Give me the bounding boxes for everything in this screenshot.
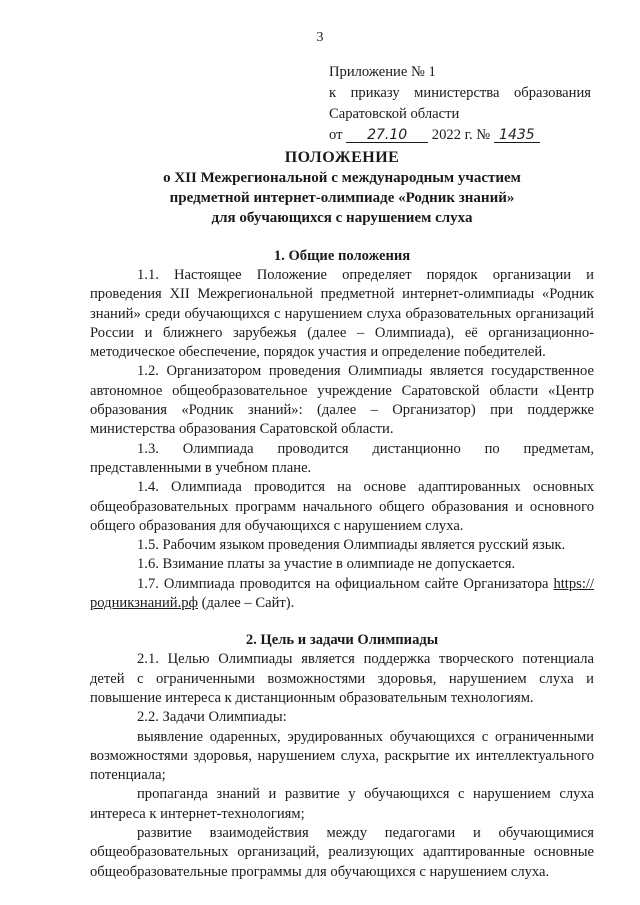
paragraph-1-4: 1.4. Олимпиада проводится на основе адаптированных основных общеобразовательных программ начального общего образования и основного общего образования для обучающихся с нарушением слуха. [90,479,594,534]
appendix-date-line [329,125,591,146]
section-2-heading: 2. Цель и задачи Олимпиады [245,632,439,649]
paragraph-2-1: 2.1. Целью Олимпиады является поддержка творческого потенциала детей с ограниченными возможностями здоровья, нарушением слуха и повышение интереса к дистанционным образовательным технологиям. [90,651,594,706]
task-item-2: пропаганда знаний и развитие у обучающихся с нарушением слуха интереса к интернет-технологиям; [90,786,594,822]
document-body [90,148,594,882]
handwritten-order-number: 1435 [494,128,540,143]
task-item-3: развитие взаимодействия между педагогами и обучающимися общеобразовательных организаций, реализующих адаптированные основные общеобразовательные программы для обучающихся с нарушением слуха. [90,825,594,880]
document-title [90,148,594,228]
title-line-1: о XII Межрегиональной с международным участием [163,170,521,186]
paragraph-1-7-text: 1.7. Олимпиада проводится на официальном сайте Организатора [137,575,549,592]
section-1-heading: 1. Общие положения [273,248,411,264]
paragraph-1-2: 1.2. Организатором проведения Олимпиады является государственное автономное общеобразовательное учреждение Саратовской области «Центр образования «Родник знаний»: (далее – Организатор) при поддержке министерства образования Саратовской области. [90,363,594,438]
appendix-region-line: Саратовской области [329,106,460,122]
appendix-order-line: к приказу министерства образования [329,85,591,101]
appendix-title: Приложение № 1 [329,64,436,80]
date-suffix: 2022 г. № [431,127,491,143]
title-line-2: предметной интернет-олимпиаде «Родник знаний» [169,190,515,206]
paragraph-1-7 [90,575,594,614]
paragraph-2-2: 2.2. Задачи Олимпиады: [137,709,287,726]
handwritten-date: 27.10 [346,128,428,143]
title-line-3: для обучающихся с нарушением слуха [211,210,473,226]
paragraph-1-3: 1.3. Олимпиада проводится дистанционно по предметам, представленными в учебном плане. [90,440,594,476]
paragraph-1-5: 1.5. Рабочим языком проведения Олимпиады является русский язык. [137,537,566,554]
page-number: 3 [316,30,324,45]
site-link[interactable]: https://родникзнаний.рф [90,575,594,612]
paragraph-1-1: 1.1. Настоящее Положение определяет порядок организации и проведения XII Межрегиональной предметной интернет-олимпиады «Родник знаний» среди обучающихся с нарушением слуха образовательных организаций России и ближнего зарубежья (далее – Олимпиада), её организационно-методическое обеспечение, порядок участия и определение победителей. [90,267,594,361]
date-prefix: от [329,127,343,143]
appendix-block [329,62,591,146]
title-main: ПОЛОЖЕНИЕ [284,149,400,166]
paragraph-1-7-tail: (далее – Сайт). [198,595,295,612]
paragraph-1-6: 1.6. Взимание платы за участие в олимпиаде не допускается. [137,556,516,573]
task-item-1: выявление одаренных, эрудированных обучающихся с ограниченными возможностями здоровья, нарушением слуха, раскрытие их интеллектуального потенциала; [90,728,594,784]
